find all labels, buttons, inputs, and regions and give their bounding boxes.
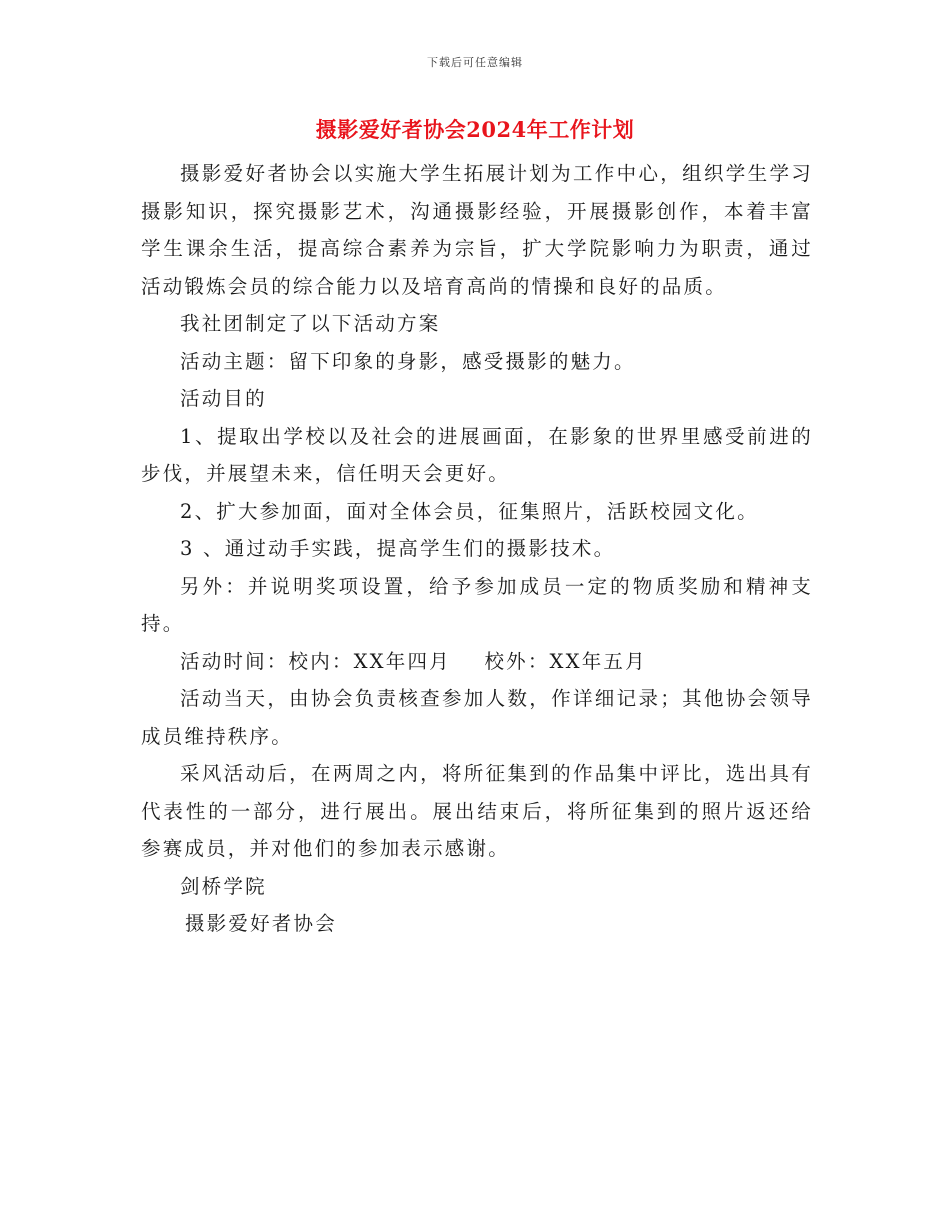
paragraph-intro: 摄影爱好者协会以实施大学生拓展计划为工作中心，组织学生学习摄影知识，探究摄影艺术，沟通摄影经验，开展摄影创作，本着丰富学生课余生活，提高综合素养为宗旨，扩大学院影响力为职责，通过活动锻炼会员的综合能力以及培育高尚的情操和良好的品质。 xyxy=(141,162,813,298)
paragraph-purpose-2: 2、扩大参加面，面对全体会员，征集照片，活跃校园文化。 xyxy=(180,499,759,523)
paragraph-theme: 活动主题：留下印象的身影，感受摄影的魅力。 xyxy=(180,349,636,373)
paragraph-purpose-heading: 活动目的 xyxy=(180,387,267,410)
header-note: 下载后可任意编辑 xyxy=(427,56,523,69)
paragraph-after-event: 采风活动后，在两周之内，将所征集到的作品集中评比，选出具有代表性的一部分，进行展出。展出结束后，将所征集到的照片返还给参赛成员，并对他们的参加表示感谢。 xyxy=(141,762,813,860)
signature-organization: 摄影爱好者协会 xyxy=(185,912,337,935)
paragraph-purpose-3: 3 、通过动手实践，提高学生们的摄影技术。 xyxy=(180,537,616,560)
paragraph-plan-intro: 我社团制定了以下活动方案 xyxy=(180,312,441,335)
signature-institution: 剑桥学院 xyxy=(180,874,267,898)
paragraph-awards: 另外：并说明奖项设置，给予参加成员一定的物质奖励和精神支持。 xyxy=(141,574,813,635)
document-title: 摄影爱好者协会2024年工作计划 xyxy=(315,117,635,142)
paragraph-event-day: 活动当天，由协会负责核查参加人数，作详细记录；其他协会领导成员维持秩序。 xyxy=(141,687,813,748)
paragraph-schedule: 活动时间：校内：XX年四月 校外：XX年五月 xyxy=(180,649,647,673)
paragraph-purpose-1: 1、提取出学校以及社会的进展画面，在影象的世界里感受前进的步伐，并展望未来，信任明天会更好。 xyxy=(141,424,813,485)
document-body xyxy=(141,155,813,943)
